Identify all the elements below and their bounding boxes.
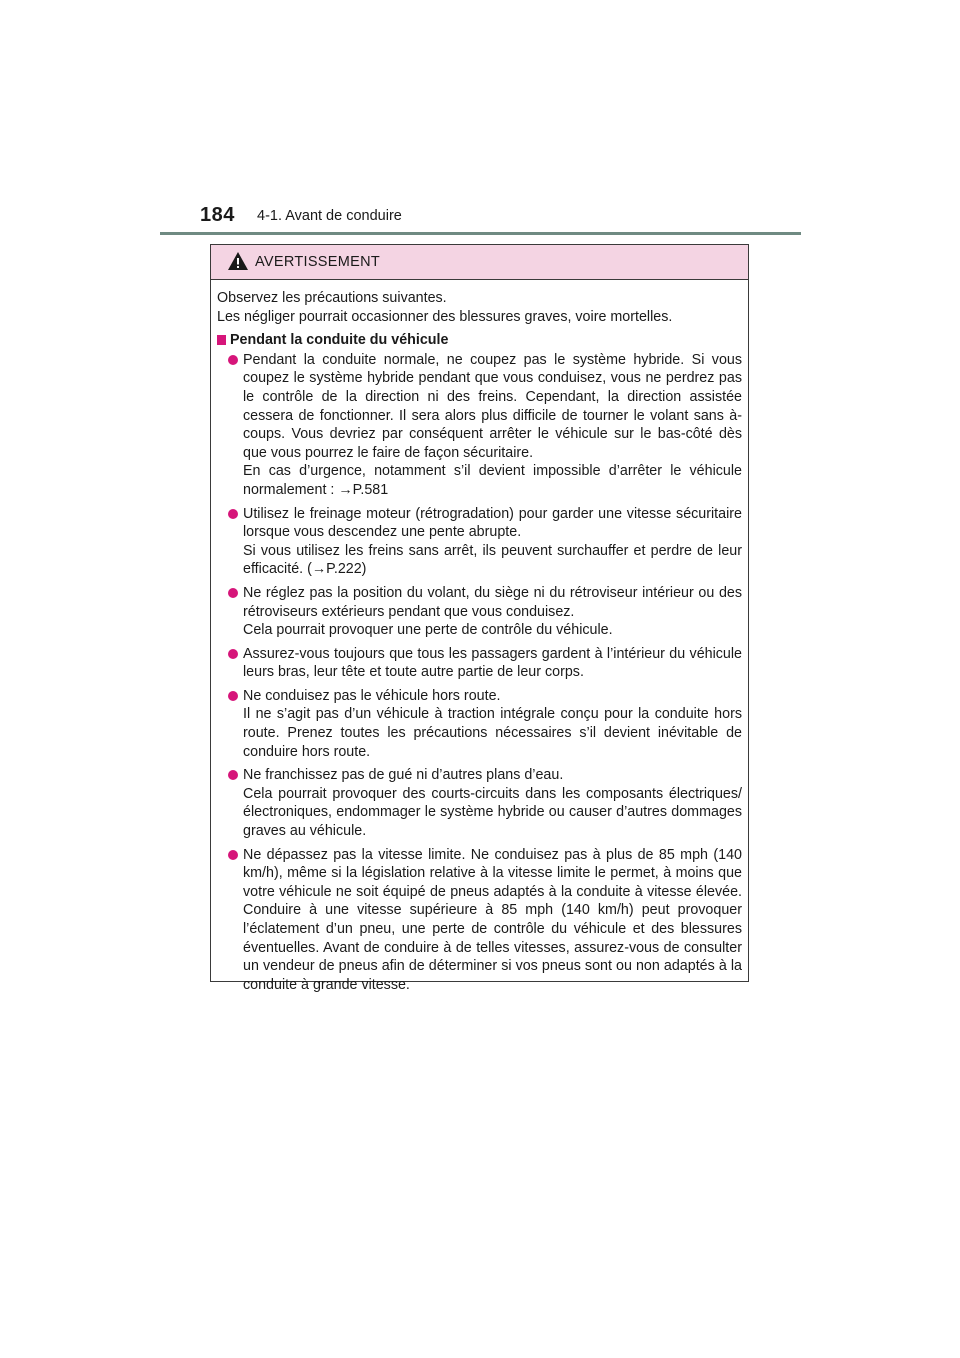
page-number: 184 [200, 204, 235, 226]
item-text: Utilisez le freinage moteur (rétrogradation) pour garder une vitesse sécuritaire lorsque vous descendez une pente abrupte. [243, 505, 742, 541]
item-text: Il ne s’agit pas d’un véhicule à traction intégrale conçu pour la conduite hors route. Prenez toutes les précautions nécessaires s’il devient inévitable de conduire hors route. [243, 706, 742, 760]
header-divider [160, 232, 801, 235]
warning-list [217, 351, 742, 995]
warning-header [211, 245, 748, 280]
warning-triangle-icon [227, 251, 249, 271]
item-text: Ne dépassez pas la vitesse limite. Ne conduisez pas à plus de 85 mph (140 km/h), même si la législation relative à la vitesse limite le permet, à moins que votre véhicule ne soit équipé de pneus adaptés à la conduite à vitesse élevée. Conduire à une vitesse supérieure à 85 mph (140 km/h) peut provoquer l’éclatement d’un pneu, une perte de contrôle du véhicule et des blessures éventuelles. Avant de conduire à de telles vitesses, assurez-vous de consulter un vendeur de pneus afin de déterminer si vos pneus sont ou non adaptés à la conduite à grande vitesse. [243, 846, 742, 993]
warning-intro [217, 289, 742, 326]
bullet-dot-icon [228, 588, 238, 598]
warning-item [217, 584, 742, 640]
item-text: Cela pourrait provoquer une perte de contrôle du véhicule. [243, 622, 613, 639]
bullet-dot-icon [228, 355, 238, 365]
warning-item [217, 846, 742, 995]
bullet-dot-icon [228, 850, 238, 860]
item-text: Pendant la conduite normale, ne coupez pas le système hybride. Si vous coupez le système hybride pendant que vous conduisez, vous ne perdrez pas le contrôle de la direction ni des freins. Cependant, la direction assistée cessera de fonctionner. Il sera alors plus difficile de tourner le volant sans à-coups. Vous devriez par conséquent arrêter le véhicule sur le bas-côté dès que vous pourrez le faire de façon sécuritaire. [243, 351, 742, 461]
bullet-dot-icon [228, 509, 238, 519]
warning-item [217, 766, 742, 840]
warning-item [217, 505, 742, 579]
warning-subheading [217, 331, 742, 350]
bullet-dot-icon [228, 649, 238, 659]
warning-item [217, 351, 742, 500]
item-text: Ne franchissez pas de gué ni d’autres plans d’eau. [243, 767, 564, 784]
warning-body [211, 280, 748, 994]
page-header [200, 200, 800, 230]
item-text: Ne réglez pas la position du volant, du siège ni du rétroviseur intérieur ou des rétroviseurs extérieurs pendant que vous conduisez. [243, 584, 742, 620]
intro-line: Observez les précautions suivantes. [217, 290, 447, 306]
item-text: Cela pourrait provoquer des courts-circuits dans les composants électriques/électroniques, endommager le système hybride ou causer d’autres dommages graves au véhicule. [243, 785, 742, 840]
subheading-text: Pendant la conduite du véhicule [230, 332, 449, 349]
warning-item [217, 645, 742, 682]
warning-box [210, 244, 749, 993]
bullet-dot-icon [228, 770, 238, 780]
item-text: Si vous utilisez les freins sans arrêt, ils peuvent surchauffer et perdre de leur efficacité. (→P.222) [243, 542, 742, 578]
item-text: Assurez-vous toujours que tous les passagers gardent à l’intérieur du véhicule leurs bras, leur tête et toute autre partie de leur corps. [243, 645, 742, 681]
warning-title: AVERTISSEMENT [255, 254, 381, 270]
item-text: Ne conduisez pas le véhicule hors route. [243, 687, 501, 704]
bullet-dot-icon [228, 691, 238, 701]
intro-line: Les négliger pourrait occasionner des blessures graves, voire mortelles. [217, 308, 673, 325]
warning-item [217, 687, 742, 761]
square-bullet-icon [217, 335, 226, 345]
section-title: 4-1. Avant de conduire [257, 208, 402, 224]
item-text: En cas d’urgence, notamment s’il devient impossible d’arrêter le véhicule normalement : →P.581 [243, 463, 742, 498]
